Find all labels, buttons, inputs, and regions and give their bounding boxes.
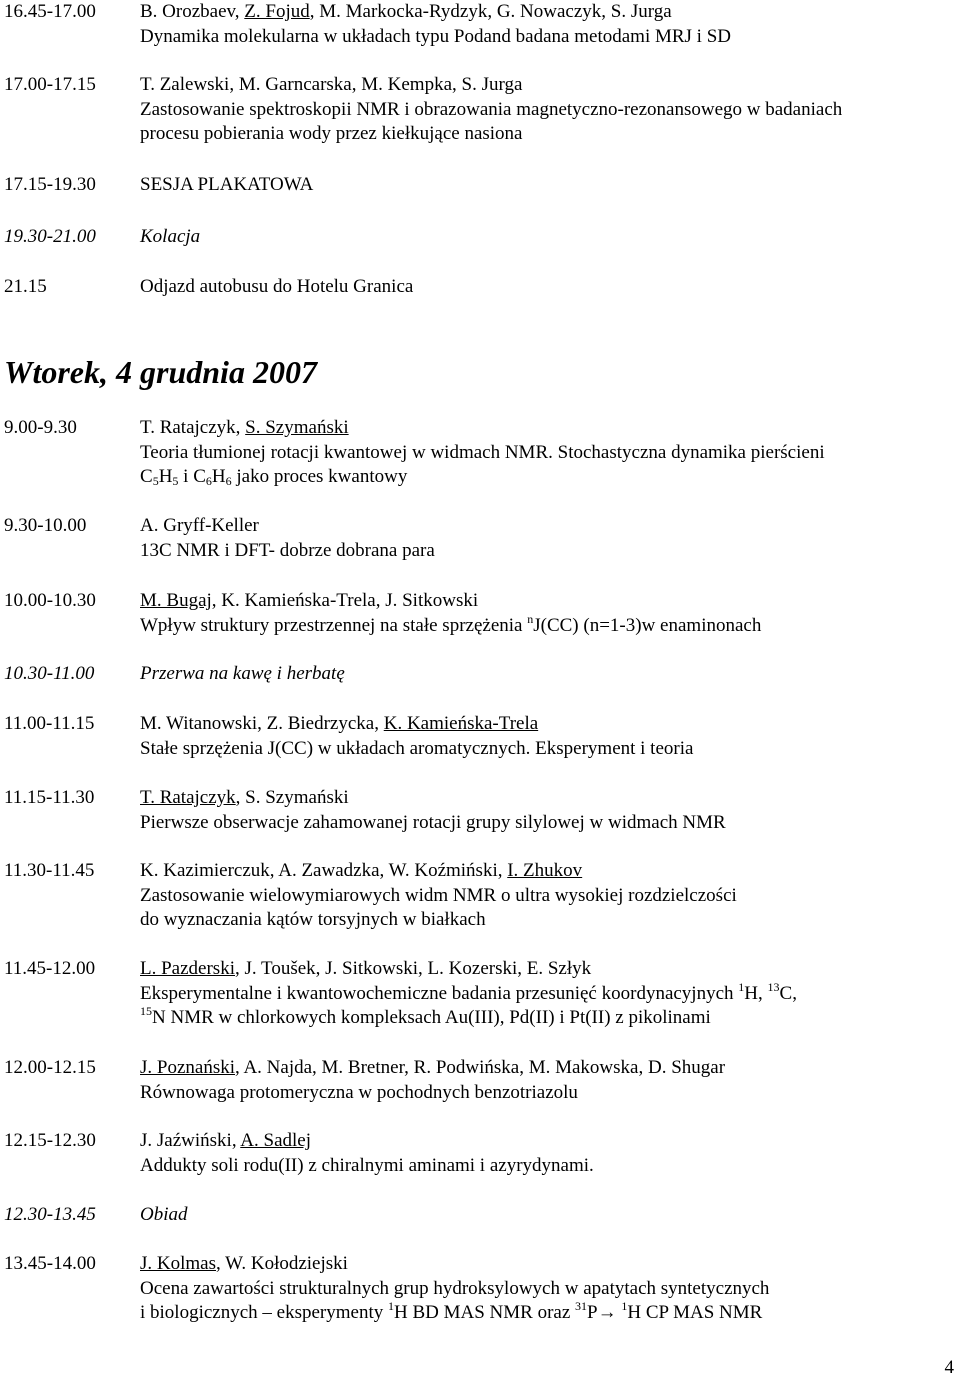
schedule-entry	[0, 859, 960, 933]
entry-authors: M. Bugaj, K. Kamieńska-Trela, J. Sitkowski	[140, 590, 479, 611]
entry-time: 11.15-11.30	[4, 787, 95, 808]
entry-authors: A. Gryff-Keller	[140, 515, 259, 536]
entry-title: Dynamika molekularna w układach typu Podand badana metodami MRJ i SD	[140, 25, 731, 47]
entry-title: Kolacja	[140, 226, 201, 247]
entry-title: procesu pobierania wody przez kiełkujące nasiona	[140, 123, 523, 144]
schedule-entry	[0, 173, 960, 198]
entry-time: 17.00-17.15	[4, 74, 96, 95]
entry-time: 19.30-21.00	[4, 226, 96, 247]
entry-time: 12.30-13.45	[4, 1204, 96, 1225]
entry-title: Stałe sprzężenia J(CC) w układach aromatycznych. Eksperyment i teoria	[140, 737, 694, 759]
schedule-entry	[0, 662, 960, 687]
schedule-entry	[0, 1252, 960, 1326]
entry-authors: T. Ratajczyk, S. Szymański	[140, 787, 349, 808]
schedule-entry	[0, 1129, 960, 1178]
entry-time: 11.30-11.45	[4, 860, 95, 881]
schedule-entry	[0, 712, 960, 761]
entry-time: 17.15-19.30	[4, 174, 96, 195]
schedule-entry	[0, 1203, 960, 1228]
entry-title: i biologicznych – eksperymenty $^1$H BD MAS NMR oraz $^{31}$P→ $^1$H CP MAS NMR	[140, 1299, 763, 1323]
entry-title: Zastosowanie spektroskopii NMR i obrazowania magnetyczno-rezonansowego w badaniach	[140, 98, 843, 120]
entry-authors: J. Poznański, A. Najda, M. Bretner, R. Podwińska, M. Makowska, D. Shugar	[140, 1057, 726, 1078]
entry-title: SESJA PLAKATOWA	[140, 174, 314, 195]
entry-time: 11.45-12.00	[4, 958, 96, 979]
page-number: 4	[944, 1357, 954, 1378]
schedule-entry	[0, 514, 960, 563]
entry-authors: T. Zalewski, M. Garncarska, M. Kempka, S. Jurga	[140, 74, 523, 95]
entry-title: Pierwsze obserwacje zahamowanej rotacji grupy silylowej w widmach NMR	[140, 811, 726, 833]
entry-time: 11.00-11.15	[4, 713, 95, 734]
entry-authors: L. Pazderski, J. Toušek, J. Sitkowski, L. Kozerski, E. Szłyk	[140, 958, 592, 979]
schedule-entry	[0, 957, 960, 1031]
entry-time: 9.30-10.00	[4, 515, 87, 536]
entry-time: 21.15	[4, 276, 47, 297]
entry-title: do wyznaczania kątów torsyjnych w białkach	[140, 909, 486, 930]
schedule-entry	[0, 73, 960, 147]
schedule-entry	[0, 416, 960, 490]
entry-title: Wpływ struktury przestrzennej na stałe sprzężenia $^n$J(CC) (n=1-3)w enaminonach	[140, 611, 762, 636]
entry-title: Przerwa na kawę i herbatę	[140, 663, 345, 684]
entry-time: 12.15-12.30	[4, 1130, 96, 1151]
entry-time: 12.00-12.15	[4, 1057, 96, 1078]
schedule-entry	[0, 1056, 960, 1105]
entry-title: Odjazd autobusu do Hotelu Granica	[140, 276, 414, 297]
entry-authors: J. Jaźwiński, A. Sadlej	[140, 1130, 311, 1151]
entry-time: 9.00-9.30	[4, 417, 77, 438]
entry-time: 10.00-10.30	[4, 590, 96, 611]
entry-title: Zastosowanie wielowymiarowych widm NMR o ultra wysokiej rozdzielczości	[140, 884, 737, 906]
entry-time: 16.45-17.00	[4, 1, 96, 22]
entry-title: Addukty soli rodu(II) z chiralnymi aminami i azyrydynami.	[140, 1154, 594, 1176]
entry-title: Eksperymentalne i kwantowochemiczne badania przesunięć koordynacyjnych $^1$H, $^{13}$C,	[140, 979, 797, 1004]
entry-authors: T. Ratajczyk, S. Szymański	[140, 417, 349, 438]
entry-time: 10.30-11.00	[4, 663, 95, 684]
entry-authors: M. Witanowski, Z. Biedrzycka, K. Kamieńska-Trela	[140, 713, 539, 734]
entry-title: Obiad	[140, 1204, 188, 1225]
entry-title-formula: $C_5H_5$ i $C_6H_6$ jako proces kwantowy	[140, 466, 408, 488]
schedule-entry	[0, 275, 960, 300]
schedule-entry	[0, 589, 960, 638]
entry-authors: J. Kolmas, W. Kołodziejski	[140, 1253, 348, 1274]
schedule-entry	[0, 225, 960, 250]
entry-title: Równowaga protomeryczna w pochodnych benzotriazolu	[140, 1081, 578, 1103]
schedule-entry	[0, 0, 960, 49]
entry-title: $^{15}$N NMR w chlorkowych kompleksach Au(III), Pd(II) i Pt(II) z pikolinami	[140, 1004, 711, 1028]
entry-authors: B. Orozbaev, Z. Fojud, M. Markocka-Rydzyk, G. Nowaczyk, S. Jurga	[140, 1, 672, 22]
entry-authors: K. Kazimierczuk, A. Zawadzka, W. Koźmiński, I. Zhukov	[140, 860, 583, 881]
entry-title: Teoria tłumionej rotacji kwantowej w widmach NMR. Stochastyczna dynamika pierścieni	[140, 441, 825, 463]
schedule-entry	[0, 786, 960, 835]
entry-time: 13.45-14.00	[4, 1253, 96, 1274]
entry-title: Ocena zawartości strukturalnych grup hydroksylowych w apatytach syntetycznych	[140, 1277, 770, 1299]
day-heading: Wtorek, 4 grudnia 2007	[4, 354, 317, 390]
entry-title: 13C NMR i DFT- dobrze dobrana para	[140, 539, 435, 561]
